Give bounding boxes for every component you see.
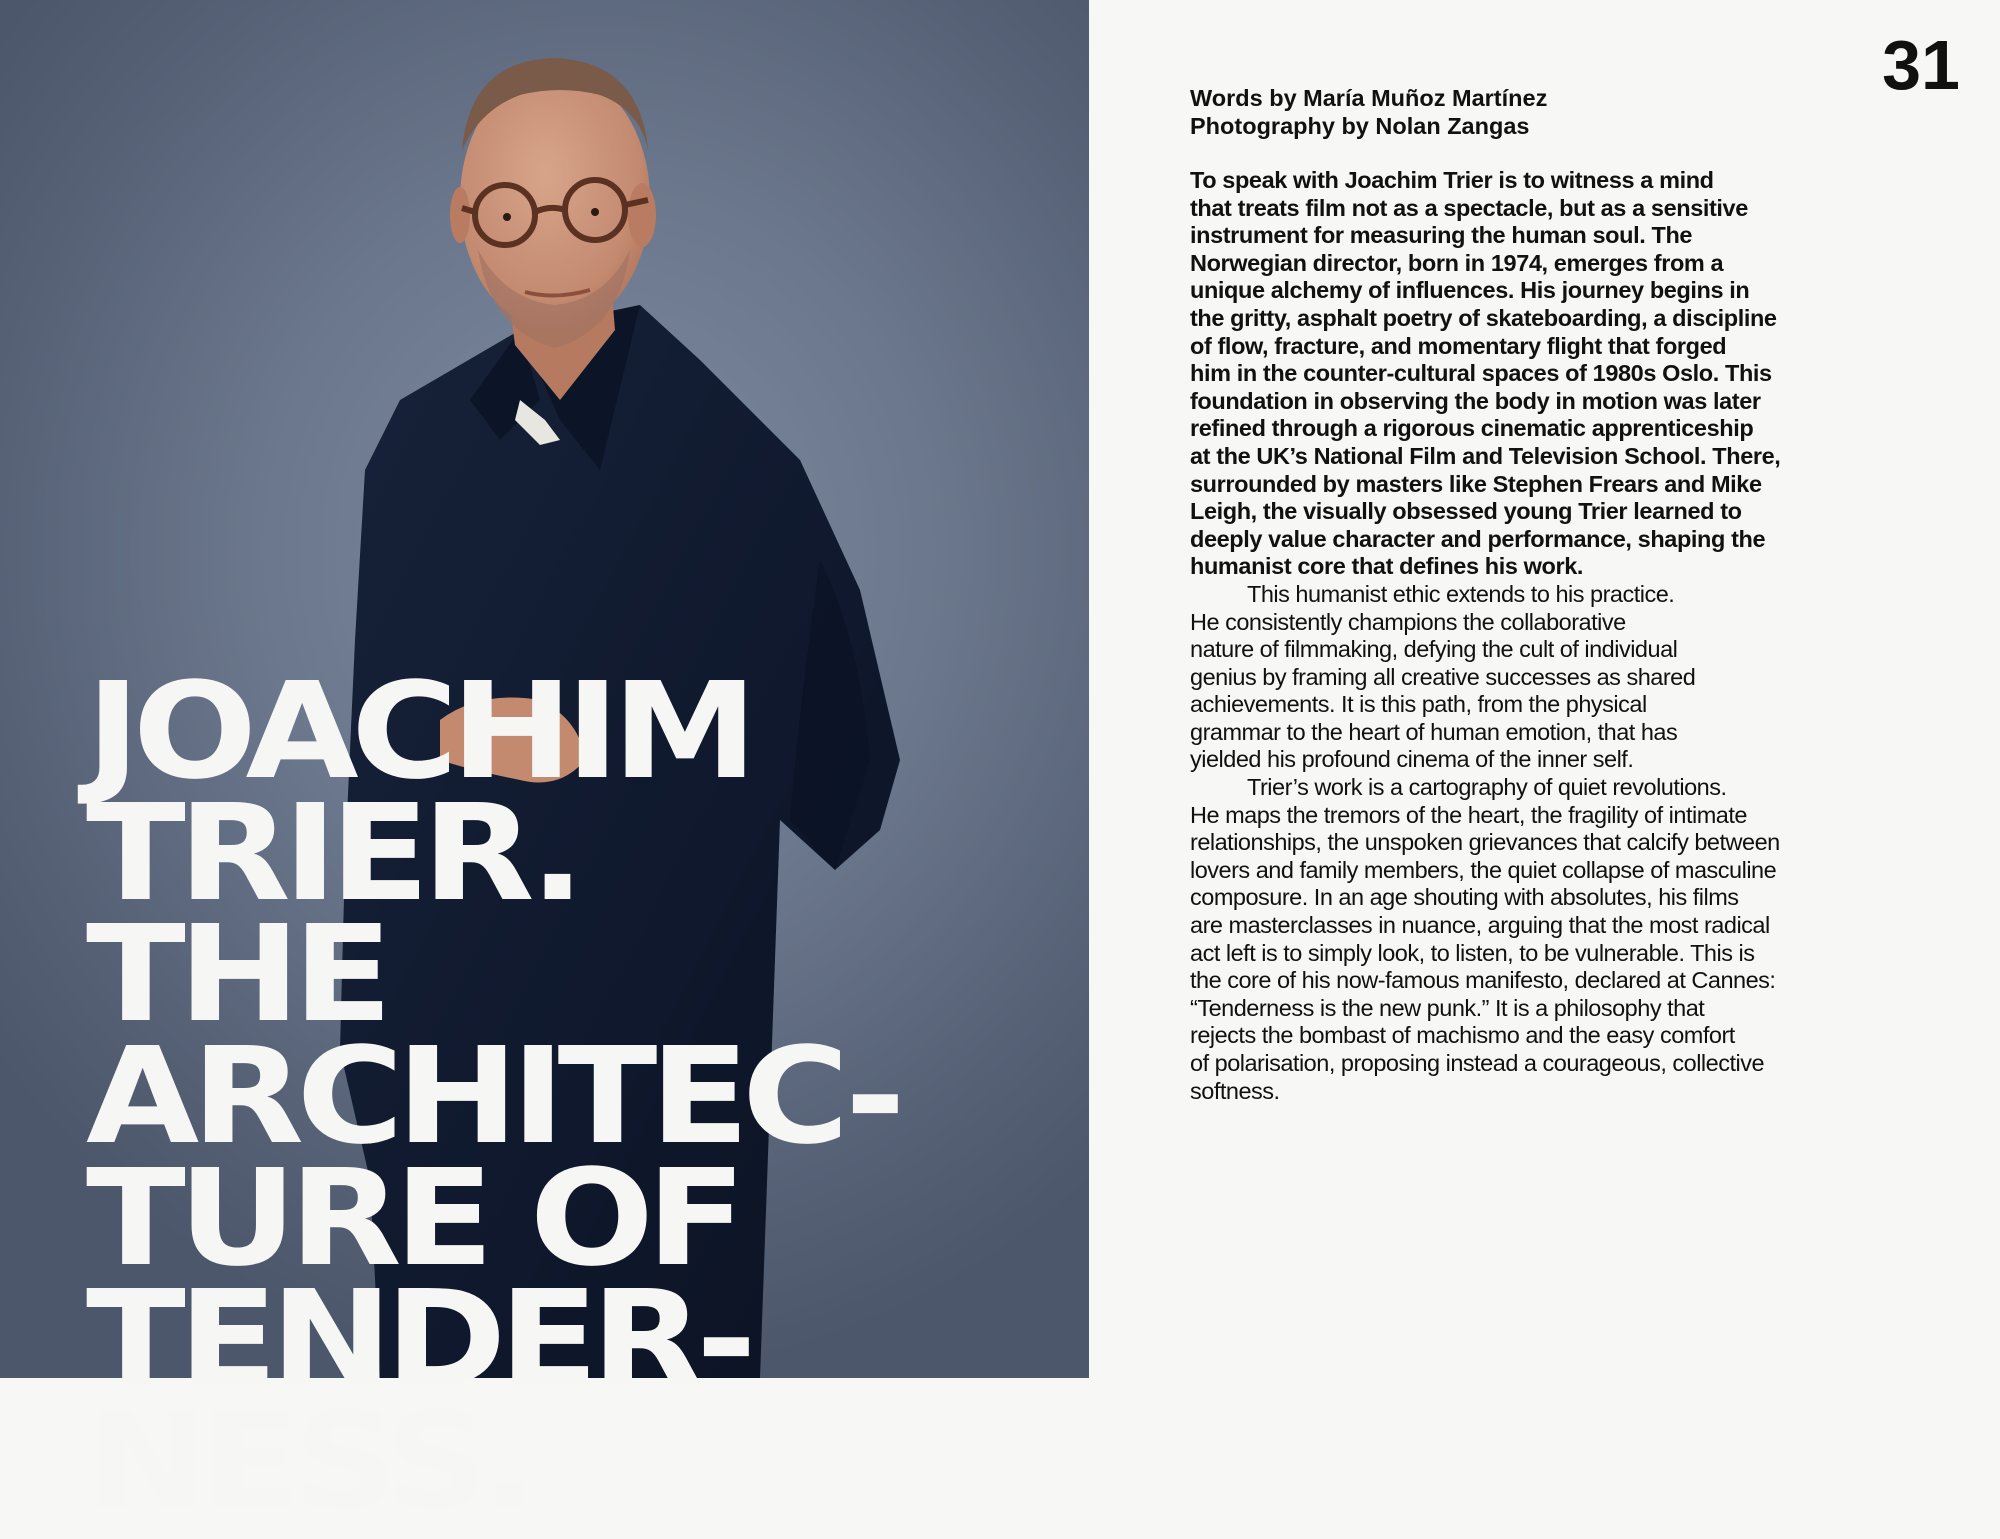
headline-line: TENDER-	[86, 1263, 750, 1418]
page-number: 31	[1882, 26, 1960, 104]
headline-line: ARCHITEC-	[86, 1020, 899, 1175]
text-line: at the UK’s National Film and Television School. There,	[1190, 442, 1781, 469]
text-line: act left is to simply look, to listen, to be vulnerable. This is	[1190, 939, 1755, 966]
text-line: nature of filmmaking, defying the cult of individual	[1190, 636, 1678, 663]
text-line: This humanist ethic extends to his practice.	[1247, 580, 1675, 607]
body-paragraph	[1190, 581, 1830, 774]
text-line: of flow, fracture, and momentary flight that forged	[1190, 332, 1727, 359]
headline-line: TURE OF	[86, 1141, 739, 1296]
photography-credit: Photography by Nolan Zangas	[1190, 113, 1530, 139]
text-line: rejects the bombast of machismo and the easy comfort	[1190, 1022, 1735, 1049]
text-line: He consistently champions the collaborative	[1190, 608, 1626, 635]
text-line: composure. In an age shouting with absolutes, his films	[1190, 884, 1739, 911]
byline	[1190, 84, 1890, 140]
text-line: instrument for measuring the human soul. The	[1190, 222, 1693, 249]
text-line: unique alchemy of influences. His journey begins in	[1190, 277, 1750, 304]
article-body	[1190, 167, 1830, 1105]
text-line: the gritty, asphalt poetry of skateboarding, a discipline	[1190, 304, 1777, 331]
text-line: softness.	[1190, 1077, 1280, 1104]
body-paragraph	[1190, 774, 1830, 1105]
text-line: him in the counter-cultural spaces of 1980s Oslo. This	[1190, 360, 1772, 387]
text-line: deeply value character and performance, shaping the	[1190, 525, 1766, 552]
article-headline	[86, 655, 1186, 1539]
text-line: To speak with Joachim Trier is to witness a mind	[1190, 167, 1714, 193]
text-line: refined through a rigorous cinematic apprenticeship	[1190, 415, 1754, 442]
text-line: lovers and family members, the quiet collapse of masculine	[1190, 856, 1777, 883]
text-line: that treats film not as a spectacle, but as a sensitive	[1190, 194, 1748, 221]
text-line: Trier’s work is a cartography of quiet revolutions.	[1247, 774, 1727, 801]
headline-line: THE	[86, 898, 386, 1053]
text-line: surrounded by masters like Stephen Frears and Mike	[1190, 470, 1762, 497]
text-line: He maps the tremors of the heart, the fragility of intimate	[1190, 801, 1747, 828]
headline-line: TRIER.	[86, 776, 578, 931]
text-line: yielded his profound cinema of the inner self.	[1190, 746, 1634, 773]
text-line: grammar to the heart of human emotion, that has	[1190, 718, 1678, 745]
text-line: relationships, the unspoken grievances that calcify between	[1190, 829, 1780, 856]
text-line: genius by framing all creative successes as shared	[1190, 663, 1696, 690]
text-line: humanist core that defines his work.	[1190, 553, 1584, 580]
text-line: are masterclasses in nuance, arguing that the most radical	[1190, 912, 1770, 939]
text-line: foundation in observing the body in motion was later	[1190, 387, 1761, 414]
headline-line: NESS.	[86, 1385, 530, 1539]
text-line: of polarisation, proposing instead a courageous, collective	[1190, 1050, 1765, 1076]
headline-line: JOACHIM	[86, 655, 751, 809]
text-line: Leigh, the visually obsessed young Trier learned to	[1190, 498, 1742, 525]
text-line: Norwegian director, born in 1974, emerges from a	[1190, 249, 1724, 276]
intro-paragraph	[1190, 167, 1830, 581]
text-line: “Tenderness is the new punk.” It is a philosophy that	[1190, 994, 1705, 1021]
words-credit: Words by María Muñoz Martínez	[1190, 85, 1548, 111]
text-line: the core of his now-famous manifesto, declared at Cannes:	[1190, 967, 1776, 994]
text-line: achievements. It is this path, from the physical	[1190, 691, 1647, 718]
text-page	[1089, 0, 2000, 1378]
